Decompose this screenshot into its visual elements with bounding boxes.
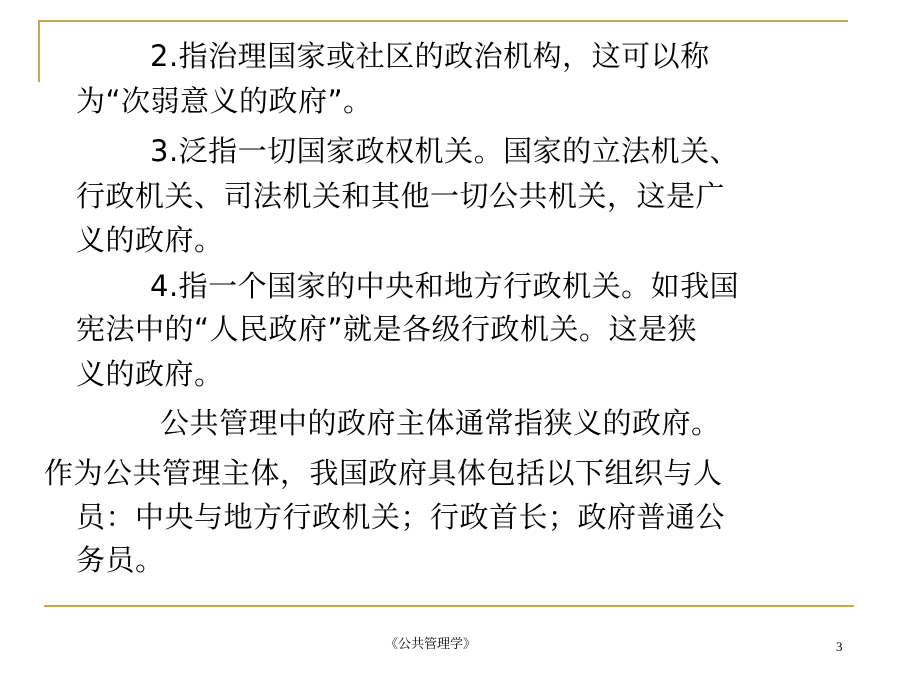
paragraph-line: 4.指一个国家的中央和地方行政机关。如我国: [150, 269, 740, 303]
paragraph-line: 员：中央与地方行政机关；行政首长；政府普通公: [76, 500, 726, 534]
paragraph-line: 为“次弱意义的政府”。: [76, 84, 373, 118]
paragraph-line: 作为公共管理主体，我国政府具体包括以下组织与人: [44, 456, 723, 490]
footer-title: 《公共管理学》: [385, 637, 477, 652]
paragraph-line: 行政机关、司法机关和其他一切公共机关，这是广: [76, 179, 726, 213]
left-rule: [38, 20, 40, 82]
paragraph-line: 宪法中的“人民政府”就是各级行政机关。这是狭: [76, 312, 698, 346]
paragraph-line: 3.泛指一切国家政权机关。国家的立法机关、: [150, 134, 740, 168]
paragraph-line: 义的政府。: [76, 223, 224, 257]
page-number: 3: [836, 639, 843, 654]
top-rule: [38, 20, 848, 22]
paragraph-line: 2.指治理国家或社区的政治机构，这可以称: [150, 39, 710, 73]
paragraph-line: 务员。: [76, 543, 165, 577]
paragraph-line: 公共管理中的政府主体通常指狭义的政府。: [160, 406, 721, 440]
paragraph-line: 义的政府。: [76, 357, 224, 391]
bottom-rule: [44, 605, 854, 607]
